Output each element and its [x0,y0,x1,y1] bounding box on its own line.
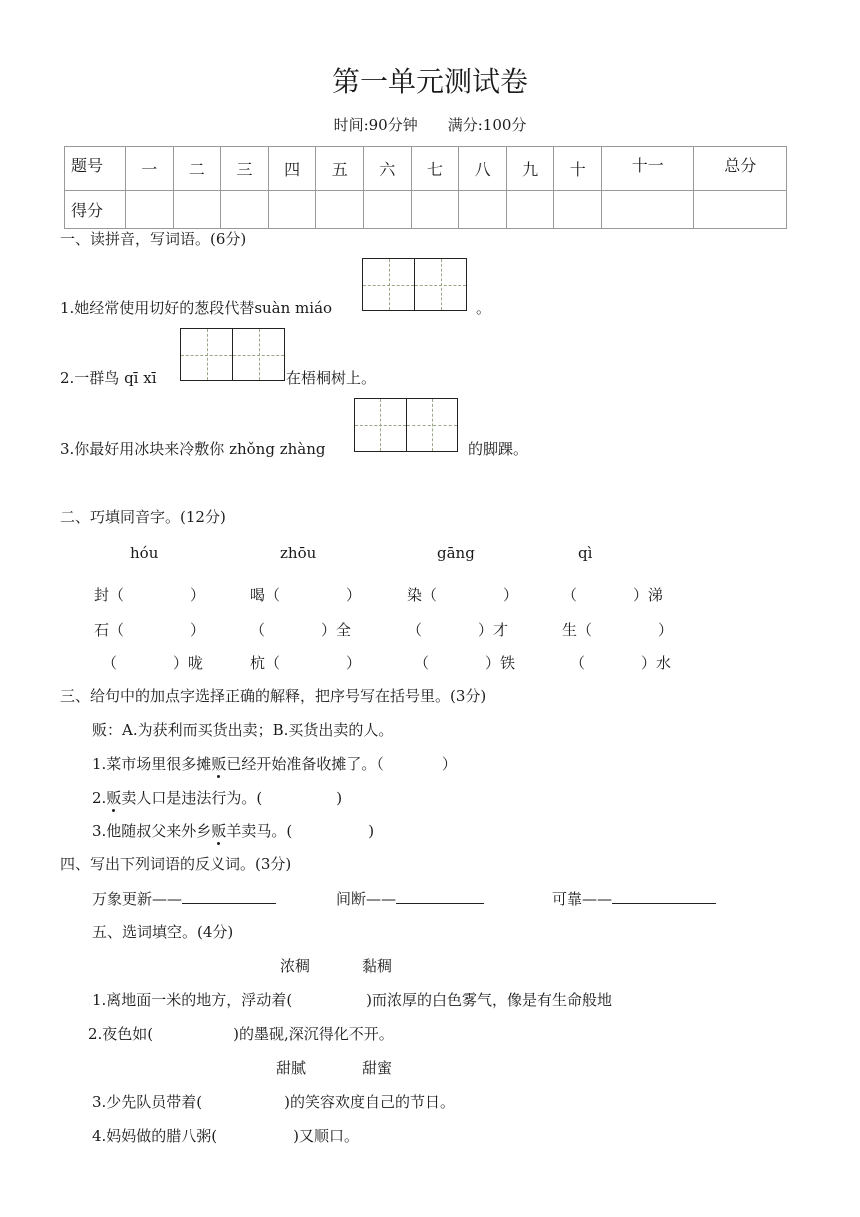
grid-cell[interactable] [406,399,458,451]
s3-question-3: 3.他随叔父来外乡贩羊卖马。( ) [92,822,375,840]
s2-r1-item: 喝（ [250,586,281,604]
row-label-score: 得分 [65,191,126,229]
col-header-total: 总分 [694,147,787,191]
s2-r2-item: （ [407,621,423,639]
section-1-heading: 一、读拼音，写词语。(6分) [60,230,247,248]
grid-cell[interactable] [363,259,414,310]
row-label-question: 题号 [65,147,126,191]
col-header: 一 [126,147,174,191]
exam-info [0,114,860,135]
s2-r3-item: ）咙 [173,654,204,672]
grid-cell[interactable] [232,329,284,380]
s2-r2-item: ）才 [478,621,509,639]
s5-question-2: 2.夜色如( )的墨砚,深沉得化不开。 [88,1025,394,1043]
s1-q2-end: 在梧桐树上。 [286,369,377,387]
s1-question-3: 3.你最好用冰块来冷敷你 zhǒng zhàng [60,440,326,458]
answer-line[interactable] [396,887,484,904]
s5-question-1: 1.离地面一米的地方，浮动着( )而浓厚的白色雾气，像是有生命般地 [92,991,613,1009]
score-table [64,146,787,229]
s3-question-1: 1.菜市场里很多摊贩已经开始准备收摊了。（ ） [92,755,457,773]
col-header: 四 [268,147,316,191]
col-header: 七 [411,147,459,191]
score-cell[interactable] [364,191,412,229]
score-cell[interactable] [173,191,221,229]
section-3-heading: 三、给句中的加点字选择正确的解释，把序号写在括号里。(3分) [60,687,487,705]
s5-question-3: 3.少先队员带着( )的笑容欢度自己的节日。 [92,1093,456,1111]
s2-r2-item: ） [190,621,206,639]
pinyin-gang: gāng [437,544,475,562]
col-header: 二 [173,147,221,191]
grid-cell[interactable] [355,399,406,451]
score-cell[interactable] [459,191,507,229]
exam-time: 时间:90分钟 [333,116,418,134]
word-option: 黏稠 [362,957,393,975]
s2-r1-item: ）涕 [633,586,664,604]
question-number-row [65,147,787,191]
section-4-heading: 四、写出下列词语的反义词。(3分) [60,855,292,873]
s2-r3-item: ） [346,654,362,672]
col-header: 八 [459,147,507,191]
s4-word-3: 可靠—— [552,887,716,909]
col-header: 十一 [602,147,694,191]
pinyin-zhou: zhōu [280,544,317,562]
grid-cell[interactable] [181,329,232,380]
pinyin-hou: hóu [130,544,159,562]
grid-cell[interactable] [414,259,466,310]
s2-r1-item: ） [503,586,519,604]
dotted-character: 贩 [211,755,227,773]
writing-grid-2[interactable] [180,328,285,381]
page-title: 第一单元测试卷 [331,65,528,98]
s3-definition: 贩：A.为获利而买货出卖；B.买货出卖的人。 [92,721,394,739]
word-option: 甜蜜 [362,1059,393,1077]
section-5-heading: 五、选词填空。(4分) [92,923,234,941]
score-cell[interactable] [268,191,316,229]
score-cell[interactable] [126,191,174,229]
score-cell[interactable] [602,191,694,229]
score-cell[interactable] [221,191,269,229]
s1-q3-end: 的脚踝。 [468,440,529,458]
score-cell[interactable] [316,191,364,229]
col-header: 六 [364,147,412,191]
s2-r3-item: ）铁 [485,654,516,672]
s2-r1-item: 染（ [407,586,438,604]
dotted-character: 贩 [211,822,227,840]
score-cell[interactable] [554,191,602,229]
word-option: 浓稠 [280,957,311,975]
writing-grid-1[interactable] [362,258,467,311]
col-header: 三 [221,147,269,191]
s4-word-1: 万象更新—— [92,887,276,909]
s3-question-2: 2.贩卖人口是违法行为。( ) [92,789,343,807]
s2-r3-item: （ [102,654,118,672]
score-cell[interactable] [411,191,459,229]
score-cell-total[interactable] [694,191,787,229]
s2-r2-item: ）全 [321,621,352,639]
s1-question-1: 1.她经常使用切好的葱段代替suàn miáo [60,299,333,317]
s1-q1-end: 。 [476,299,492,317]
s2-r1-item: ） [346,586,362,604]
s2-r3-item: 杭（ [250,654,281,672]
pinyin-qi: qì [578,544,593,562]
answer-line[interactable] [182,887,276,904]
s2-r3-item: （ [414,654,430,672]
col-header: 九 [506,147,554,191]
col-header: 五 [316,147,364,191]
s1-question-2: 2.一群鸟 qī xī [60,369,157,387]
s5-question-4: 4.妈妈做的腊八粥( )又顺口。 [92,1127,360,1145]
s2-r1-item: 封（ [94,586,125,604]
dotted-character: 贩 [106,789,122,807]
score-row [65,191,787,229]
s2-r3-item: （ [570,654,586,672]
s4-word-2: 间断—— [336,887,484,909]
exam-total-score: 满分:100分 [447,116,527,134]
s2-r3-item: ）水 [641,654,672,672]
s2-r2-item: ） [658,621,674,639]
writing-grid-3[interactable] [354,398,458,452]
s2-r2-item: （ [250,621,266,639]
s2-r1-item: （ [562,586,578,604]
s2-r2-item: 石（ [94,621,125,639]
word-option: 甜腻 [276,1059,307,1077]
score-cell[interactable] [506,191,554,229]
answer-line[interactable] [612,887,716,904]
section-2-heading: 二、巧填同音字。(12分) [60,508,226,526]
col-header: 十 [554,147,602,191]
s2-r2-item: 生（ [562,621,593,639]
s2-r1-item: ） [190,586,206,604]
